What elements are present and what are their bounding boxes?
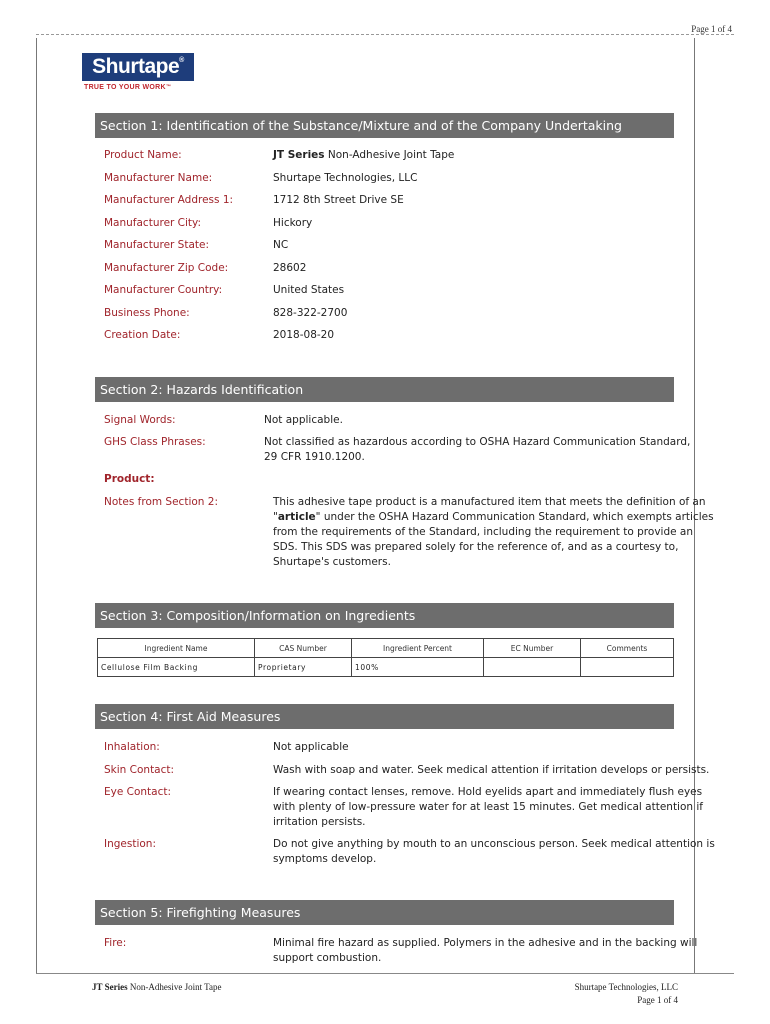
notes-line3: from the requirements of the Standard, including the requirement to provide an <box>273 526 693 538</box>
eye-contact-line2: with plenty of low-pressure water for at least 15 minutes. Get medical attention if <box>273 801 704 813</box>
logo-reg-mark: ® <box>179 57 184 64</box>
manufacturer-address-value: 1712 8th Street Drive SE <box>273 194 404 206</box>
ingestion-line1: Do not give anything by mouth to an unconscious person. Seek medical attention is <box>273 838 715 850</box>
notes-line2-rest: " under the OSHA Hazard Communication Standard, which exempts articles <box>315 511 714 523</box>
notes-line4: SDS. This SDS was prepared solely for the reference of, and as a courtesy to, <box>273 541 679 553</box>
manufacturer-state-value: NC <box>273 239 289 251</box>
manufacturer-country-value: United States <box>273 284 345 296</box>
logo-tm-mark: ™ <box>165 84 172 90</box>
ingredients-table <box>97 638 674 677</box>
footer-product <box>92 982 222 992</box>
manufacturer-city-label: Manufacturer City: <box>104 217 202 229</box>
notes-section2-label: Notes from Section 2: <box>104 496 219 508</box>
notes-line1: This adhesive tape product is a manufactured item that meets the definition of an <box>273 496 706 508</box>
eye-contact-label: Eye Contact: <box>104 786 172 798</box>
cell-cas-number: Proprietary <box>255 658 352 677</box>
left-border <box>36 38 37 974</box>
col-comments: Comments <box>581 639 674 658</box>
signal-words-value: Not applicable. <box>264 414 343 426</box>
logo <box>82 53 194 81</box>
fire-line1: Minimal fire hazard as supplied. Polymers in the adhesive and in the backing will <box>273 937 698 949</box>
col-ingredient-percent: Ingredient Percent <box>352 639 484 658</box>
footer-company: Shurtape Technologies, LLC <box>574 982 678 992</box>
footer-page-number: Page 1 of 4 <box>637 995 678 1005</box>
eye-contact-line1: If wearing contact lenses, remove. Hold eyelids apart and immediately flush eyes <box>273 786 703 798</box>
footer-product-rest: Non-Adhesive Joint Tape <box>127 982 222 992</box>
col-cas-number: CAS Number <box>255 639 352 658</box>
product-subheading: Product: <box>104 473 155 485</box>
footer-right <box>575 981 678 1007</box>
eye-contact-line3: irritation persists. <box>273 816 366 828</box>
business-phone-label: Business Phone: <box>104 307 190 319</box>
manufacturer-name-value: Shurtape Technologies, LLC <box>273 172 418 184</box>
inhalation-label: Inhalation: <box>104 741 160 753</box>
skin-contact-value: Wash with soap and water. Seek medical attention if irritation develops or persists. <box>273 764 710 776</box>
fire-line2: support combustion. <box>273 952 382 964</box>
notes-article-bold: article <box>277 511 316 523</box>
cell-ec-number <box>484 658 581 677</box>
notes-quote-open: " <box>273 511 278 523</box>
creation-date-value: 2018-08-20 <box>273 329 335 341</box>
product-name-value <box>273 148 454 163</box>
ingestion-label: Ingestion: <box>104 838 156 850</box>
section5-header: Section 5: Firefighting Measures <box>95 900 674 925</box>
cell-ingredient-percent: 100% <box>352 658 484 677</box>
manufacturer-city-value: Hickory <box>273 217 313 229</box>
ghs-class-line1: Not classified as hazardous according to OSHA Hazard Communication Standard, <box>264 436 691 448</box>
notes-line5: Shurtape's customers. <box>273 556 391 568</box>
manufacturer-state-label: Manufacturer State: <box>104 239 210 251</box>
manufacturer-address-label: Manufacturer Address 1: <box>104 194 234 206</box>
col-ingredient-name: Ingredient Name <box>98 639 255 658</box>
manufacturer-zip-value: 28602 <box>273 262 307 274</box>
business-phone-value: 828-322-2700 <box>273 307 348 319</box>
fire-label: Fire: <box>104 937 127 949</box>
cell-comments <box>581 658 674 677</box>
ingestion-line2: symptoms develop. <box>273 853 377 865</box>
notes-line2 <box>273 510 714 525</box>
page-indicator-top: Page 1 of 4 <box>691 24 732 34</box>
product-name-bold: JT Series <box>273 149 325 161</box>
product-name-label: Product Name: <box>104 149 182 161</box>
logo-tagline <box>84 84 171 91</box>
section1-header: Section 1: Identification of the Substance/Mixture and of the Company Undertaking <box>95 113 674 138</box>
footer-product-bold: JT Series <box>92 982 128 992</box>
logo-tagline-text: TRUE TO YOUR WORK <box>84 84 166 91</box>
manufacturer-country-label: Manufacturer Country: <box>104 284 223 296</box>
cell-ingredient-name: Cellulose Film Backing <box>98 658 255 677</box>
signal-words-label: Signal Words: <box>104 414 176 426</box>
manufacturer-name-label: Manufacturer Name: <box>104 172 213 184</box>
manufacturer-zip-label: Manufacturer Zip Code: <box>104 262 229 274</box>
logo-name: Shurtape <box>92 55 180 78</box>
inhalation-value: Not applicable <box>273 741 349 753</box>
footer-divider <box>36 973 734 974</box>
section4-header: Section 4: First Aid Measures <box>95 704 674 729</box>
ingredients-header-row <box>98 639 674 658</box>
section3-header: Section 3: Composition/Information on Ingredients <box>95 603 674 628</box>
table-row <box>98 658 674 677</box>
header-divider <box>36 34 734 35</box>
skin-contact-label: Skin Contact: <box>104 764 175 776</box>
product-name-rest: Non-Adhesive Joint Tape <box>324 149 455 161</box>
ghs-class-label: GHS Class Phrases: <box>104 436 206 448</box>
ghs-class-line2: 29 CFR 1910.1200. <box>264 451 365 463</box>
creation-date-label: Creation Date: <box>104 329 181 341</box>
col-ec-number: EC Number <box>484 639 581 658</box>
section2-header: Section 2: Hazards Identification <box>95 377 674 402</box>
